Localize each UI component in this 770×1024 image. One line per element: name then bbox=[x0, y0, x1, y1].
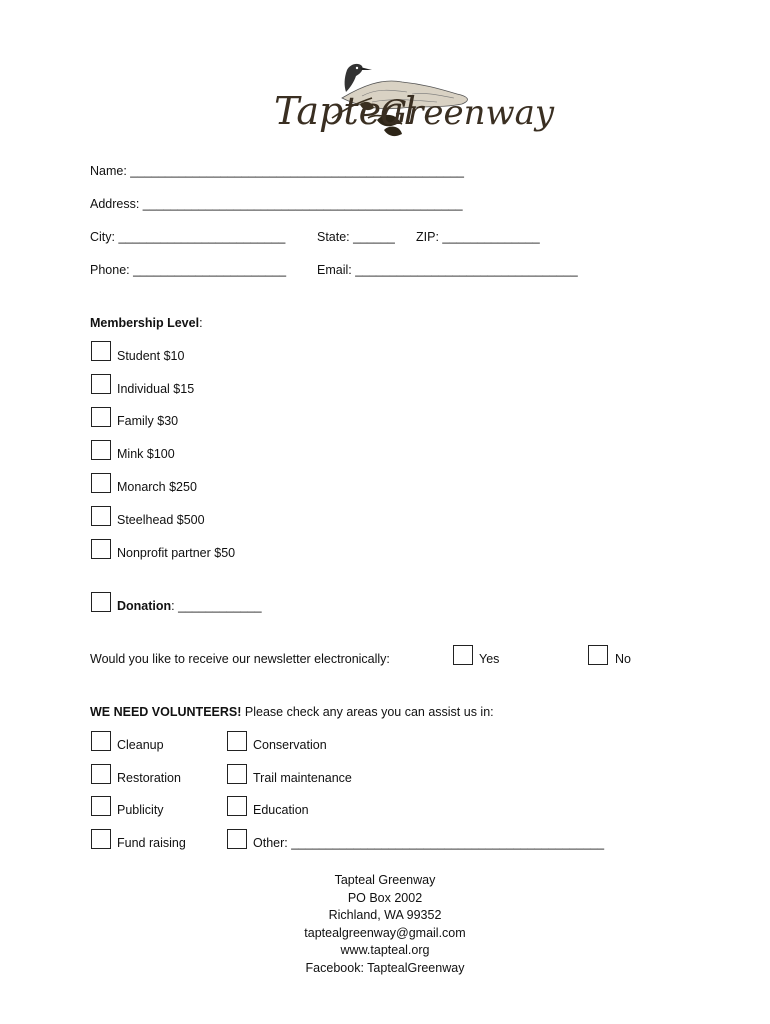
monarch-checkbox[interactable] bbox=[91, 473, 111, 493]
name-field[interactable]: Name: ________________________________________________ bbox=[90, 164, 464, 178]
footer-po-box: PO Box 2002 bbox=[347, 890, 423, 905]
volunteers-heading bbox=[90, 705, 494, 719]
education-checkbox[interactable] bbox=[227, 796, 247, 816]
donation-field[interactable] bbox=[117, 599, 262, 613]
education-label: Education bbox=[253, 803, 309, 817]
trail-maintenance-checkbox[interactable] bbox=[227, 764, 247, 784]
phone-field[interactable]: Phone: ______________________ bbox=[90, 263, 287, 277]
newsletter-yes-label: Yes bbox=[479, 652, 500, 666]
steelhead-checkbox[interactable] bbox=[91, 506, 111, 526]
footer-website: www.tapteal.org bbox=[340, 943, 430, 957]
footer-address-block bbox=[0, 872, 770, 977]
donation-checkbox[interactable] bbox=[91, 592, 111, 612]
family-checkbox[interactable] bbox=[91, 407, 111, 427]
membership-heading-colon: : bbox=[199, 316, 203, 330]
mink-checkbox[interactable] bbox=[91, 440, 111, 460]
other-checkbox[interactable] bbox=[227, 829, 247, 849]
donation-blank[interactable]: : ____________ bbox=[171, 599, 262, 613]
individual-label: Individual $15 bbox=[117, 382, 195, 396]
cleanup-checkbox[interactable] bbox=[91, 731, 111, 751]
city-field[interactable]: City: ________________________ bbox=[90, 230, 286, 244]
other-field[interactable]: Other: _____________________________________________ bbox=[253, 836, 605, 850]
steelhead-label: Steelhead $500 bbox=[117, 513, 205, 527]
trail-maintenance-label: Trail maintenance bbox=[253, 771, 352, 785]
publicity-label: Publicity bbox=[117, 803, 164, 817]
newsletter-yes-checkbox[interactable] bbox=[453, 645, 473, 665]
newsletter-question: Would you like to receive our newsletter electronically: bbox=[90, 652, 390, 666]
membership-heading bbox=[90, 316, 203, 330]
fund-raising-checkbox[interactable] bbox=[91, 829, 111, 849]
nonprofit-partner-label: Nonprofit partner $50 bbox=[117, 546, 236, 560]
email-field[interactable]: Email: ________________________________ bbox=[317, 263, 578, 277]
volunteers-heading-bold: WE NEED VOLUNTEERS! bbox=[90, 705, 242, 719]
conservation-label: Conservation bbox=[253, 738, 327, 752]
mink-label: Mink $100 bbox=[117, 447, 175, 461]
family-label: Family $30 bbox=[117, 414, 179, 428]
tapteal-greenway-logo bbox=[272, 58, 555, 144]
donation-label: Donation bbox=[117, 599, 172, 613]
newsletter-no-checkbox[interactable] bbox=[588, 645, 608, 665]
individual-checkbox[interactable] bbox=[91, 374, 111, 394]
restoration-label: Restoration bbox=[117, 771, 181, 785]
conservation-checkbox[interactable] bbox=[227, 731, 247, 751]
footer-org-name: Tapteal Greenway bbox=[334, 873, 436, 887]
footer-email: taptealgreenway@gmail.com bbox=[304, 925, 466, 940]
membership-heading-label: Membership Level bbox=[90, 316, 200, 330]
fund-raising-label: Fund raising bbox=[117, 836, 186, 850]
volunteers-instruction: Please check any areas you can assist us in: bbox=[241, 705, 494, 719]
student-label: Student $10 bbox=[117, 349, 185, 363]
monarch-label: Monarch $250 bbox=[117, 480, 197, 494]
publicity-checkbox[interactable] bbox=[91, 796, 111, 816]
student-checkbox[interactable] bbox=[91, 341, 111, 361]
svg-text:Greenway: Greenway bbox=[380, 93, 555, 133]
footer-facebook: Facebook: TaptealGreenway bbox=[305, 960, 465, 975]
newsletter-no-label: No bbox=[615, 652, 631, 666]
nonprofit-partner-checkbox[interactable] bbox=[91, 539, 111, 559]
logo-text: Tapteal bbox=[274, 89, 416, 133]
restoration-checkbox[interactable] bbox=[91, 764, 111, 784]
cleanup-label: Cleanup bbox=[117, 738, 164, 752]
address-field[interactable]: Address: ______________________________________________ bbox=[90, 197, 463, 211]
zip-field[interactable]: ZIP: ______________ bbox=[416, 230, 540, 244]
footer-city: Richland, WA 99352 bbox=[328, 908, 442, 922]
state-field[interactable]: State: ______ bbox=[317, 230, 395, 244]
